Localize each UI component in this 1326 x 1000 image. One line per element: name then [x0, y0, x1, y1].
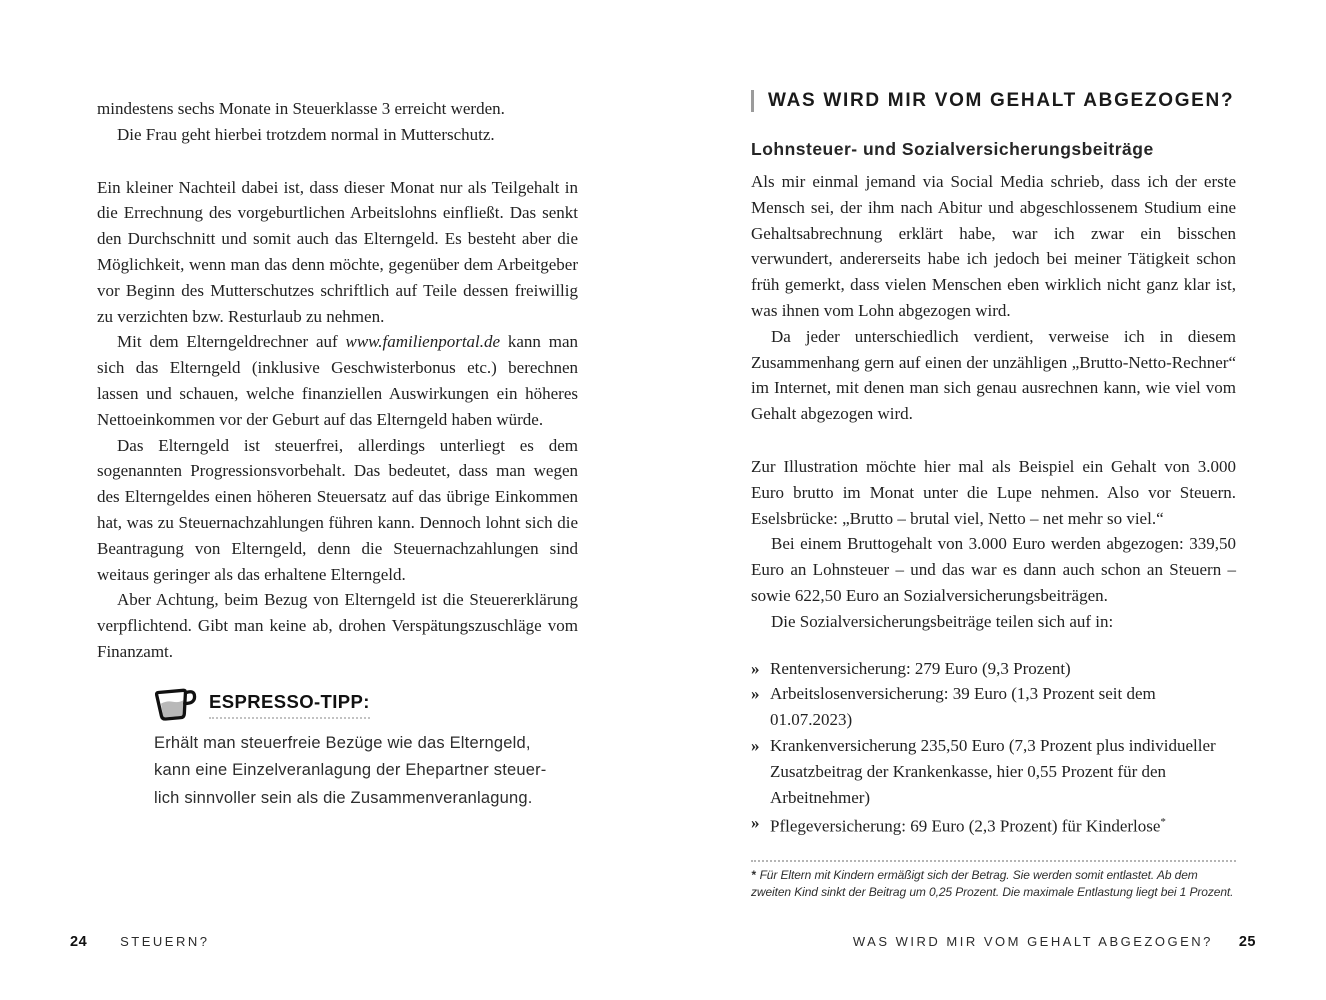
footnote: [751, 860, 1236, 902]
paragraph: Aber Achtung, beim Bezug von Elterngeld ist die Steuererklärung verpflichtend. Gibt man keine ab, drohen Verspätungszuschläge vom Finanzamt.: [97, 590, 578, 661]
tip-line: Erhält man steuerfreie Bezüge wie das Elterngeld,: [154, 733, 531, 752]
bullet-marker: »: [751, 658, 760, 678]
footnote-text: Für Eltern mit Kindern ermäßigt sich der Betrag. Sie werden somit entlastet. Ab dem zweiten Kind sinkt der Beitrag um 0,25 Prozent. Die maximale Entlastung liegt bei 1 Prozent.: [751, 867, 1234, 900]
list-item-text: Rentenversicherung: 279 Euro (9,3 Prozent): [770, 658, 1071, 678]
paragraph: Als mir einmal jemand via Social Media schrieb, dass ich der erste Mensch sei, der ihm nach Abitur und abgeschlossenem Studium eine Gehaltsabrechnung erklärt habe, war ich zwar ein bisschen verwundert, andererseits habe ich jedoch bei meiner Tätigkeit schon früh gemerkt, dass vielen Menschen eben wirklich nicht ganz klar ist, was ihnen vom Lohn abgezogen wird.: [751, 172, 1236, 320]
footnote-reference: *: [1160, 816, 1166, 829]
list-item-text: Krankenversicherung 235,50 Euro (7,3 Prozent plus individueller Zusatzbeitrag der Krankenkasse, hier 0,55 Prozent für den Arbeitnehmer): [770, 735, 1216, 807]
chapter-heading: [751, 90, 1236, 112]
paragraph-text: Mit dem Elterngeldrechner auf: [117, 332, 346, 352]
website-url: www.familienportal.de: [345, 332, 501, 352]
list-item-text: Pflegeversicherung: 69 Euro (2,3 Prozent) für Kinderlose: [770, 816, 1161, 836]
right-page: [751, 90, 1236, 902]
page-number: 24: [70, 934, 88, 950]
list-item: [751, 733, 1236, 810]
paragraph: Die Sozialversicherungsbeiträge teilen sich auf in:: [771, 611, 1114, 631]
paragraph: Da jeder unterschiedlich verdient, verweise ich in diesem Zusammenhang gern auf einen der unzähligen „Brutto-Netto-Rechner“ im Internet, mit denen man sich genau ausrechnen kann, wie viel vom Gehalt abgezogen wird.: [751, 326, 1236, 424]
paragraph: Zur Illustration möchte hier mal als Beispiel ein Gehalt von 3.000 Euro brutto im Monat unter die Lupe nehmen. Also vor Steuern. Eselsbrücke: „Brutto – brutal viel, Netto – net mehr so viel.“: [751, 456, 1236, 528]
deductions-list: [751, 656, 1236, 840]
page-number: 25: [1238, 934, 1256, 950]
bullet-marker: »: [751, 684, 760, 704]
tip-line: lich sinnvoller sein als die Zusammenveranlagung.: [154, 788, 533, 807]
left-page: [97, 96, 578, 812]
paragraph: [97, 329, 578, 432]
paragraph: mindestens sechs Monate in Steuerklasse 3 erreicht werden.: [97, 99, 505, 118]
section-subheading: Lohnsteuer- und Sozialversicherungsbeiträge: [751, 139, 1154, 159]
heading-accent-bar: [751, 90, 754, 112]
running-title: WAS WIRD MIR VOM GEHALT ABGEZOGEN?: [852, 934, 1213, 949]
paragraph: Das Elterngeld ist steuerfrei, allerdings unterliegt es dem sogenannten Progressionsvorbehalt. Das bedeutet, dass man wegen des Elterngeldes einen höheren Steuersatz auf das übrige Einkommen hat, was zu Steuernachzahlungen führen kann. Dennoch lohnt sich die Beantragung von Elterngeld, denn die Steuernachzahlungen sind weitaus geringer als das erhaltene Elterngeld.: [97, 435, 578, 584]
list-item: [751, 810, 1236, 839]
tip-line: kann eine Einzelveranlagung der Ehepartner steuer-: [154, 761, 547, 780]
bullet-marker: »: [751, 735, 760, 755]
espresso-cup-icon: [149, 685, 199, 725]
footnote-marker: *: [751, 867, 756, 882]
paragraph: Bei einem Bruttogehalt von 3.000 Euro werden abgezogen: 339,50 Euro an Lohnsteuer – und das war es dann auch schon an Steuern – sowie 622,50 Euro an Sozialversicherungsbeiträgen.: [751, 534, 1236, 605]
bullet-marker: »: [751, 813, 760, 833]
chapter-heading-text: WAS WIRD MIR VOM GEHALT ABGEZOGEN?: [768, 90, 1235, 111]
list-item: [751, 656, 1236, 682]
right-page-footer: [853, 934, 1256, 950]
espresso-tip-box: [149, 685, 578, 813]
paragraph: Ein kleiner Nachteil dabei ist, dass dieser Monat nur als Teilgehalt in die Errechnung des vorgeburtlichen Arbeitslohns einfließt. Das senkt den Durchschnitt und somit auch das Elterngeld. Es besteht aber die Möglichkeit, wenn man das denn möchte, gegenüber dem Arbeitgeber vor Beginn des Mutterschutzes schriftlich auf Teile dessen freiwillig zu verzichten bzw. Resturlaub zu nehmen.: [97, 177, 578, 326]
list-item: [751, 681, 1236, 733]
tip-header: [149, 685, 578, 725]
list-item-text: Arbeitslosenversicherung: 39 Euro (1,3 Prozent seit dem 01.07.2023): [770, 684, 1156, 730]
paragraph-text: kann man sich das Elterngeld (inklusive Geschwisterbonus etc.) berechnen lassen und schauen, welche finanziellen Auswirkungen ein höheres Nettoeinkommen vor der Geburt auf das Elterngeld haben würde.: [97, 332, 578, 429]
left-page-footer: [70, 934, 210, 950]
running-title: STEUERN?: [120, 934, 210, 949]
tip-text: [149, 730, 578, 813]
tip-title: ESPRESSO-TIPP:: [209, 691, 370, 719]
paragraph: Die Frau geht hierbei trotzdem normal in Mutterschutz.: [117, 124, 495, 144]
